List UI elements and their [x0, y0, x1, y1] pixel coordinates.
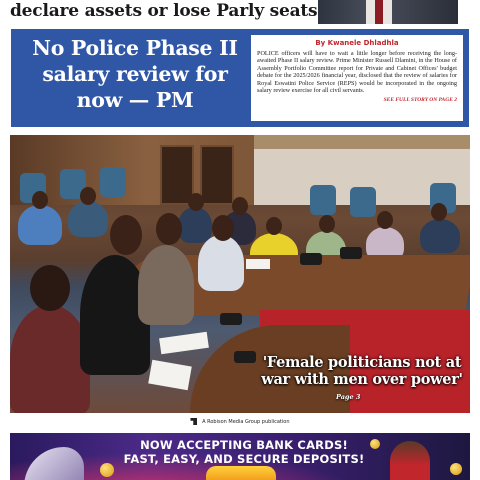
- photo-head: [232, 197, 248, 215]
- byline: By Kwanele Dhladhla: [315, 39, 399, 47]
- horse-graphic: [24, 447, 84, 480]
- photo-person: [18, 205, 62, 245]
- microphone-shape: [220, 313, 242, 325]
- publisher-text: A Robison Media Group publication: [202, 419, 290, 425]
- ad-headline-line1: NOW ACCEPTING BANK CARDS!: [140, 438, 348, 452]
- photo-chair: [310, 185, 336, 215]
- microphone-shape: [234, 351, 256, 363]
- lead-story-box: [251, 35, 463, 121]
- photo-head: [212, 215, 234, 241]
- see-full-story-link[interactable]: SEE FULL STORY ON PAGE 2: [383, 97, 457, 104]
- photo-head: [266, 217, 282, 235]
- photo-head: [319, 215, 335, 233]
- player-graphic: [390, 441, 430, 480]
- tie-shape: [375, 0, 383, 24]
- top-headline-strip: [0, 0, 480, 26]
- advertisement-banner[interactable]: [10, 433, 470, 480]
- photo-caption[interactable]: 'Female politicians not at war with men over power': [261, 354, 463, 388]
- lead-story-body: POLICE officers will have to wait a little longer before receiving the long-awaited Phase II salary review. Prime Minister Russell Dlamini, in the House of Assembly Portfolio Committee report for Private and Cabinet Offices' budget debate for the 2025/2026 financial year, disclosed that the review of salaries for Royal Eswatini Police Service (REPS) would be incorporated in the ongoing salary review exercise for all civil servants.: [257, 50, 457, 95]
- photo-head: [188, 193, 204, 211]
- photo-person: [420, 219, 460, 253]
- photo-panel-trim: [254, 135, 470, 149]
- photo-caption-page-ref: Page 3: [336, 393, 361, 401]
- photo-head: [431, 203, 447, 221]
- publisher-line: [0, 418, 480, 425]
- photo-person: [178, 207, 212, 243]
- photo-head: [377, 211, 393, 229]
- photo-head: [80, 187, 96, 205]
- microphone-shape: [300, 253, 322, 265]
- photo-head: [156, 213, 182, 245]
- photo-person-foreground: [138, 245, 194, 325]
- brand-logo-graphic: [206, 466, 276, 480]
- photo-chair: [100, 167, 126, 197]
- photo-head: [30, 265, 70, 311]
- photo-paper: [148, 360, 192, 391]
- ad-headline-line2: FAST, EASY, AND SECURE DEPOSITS!: [123, 452, 365, 466]
- photo-head: [110, 215, 142, 255]
- microphone-shape: [340, 247, 362, 259]
- photo-head: [32, 191, 48, 209]
- lead-story-banner[interactable]: [11, 29, 469, 127]
- photo-chair: [350, 187, 376, 217]
- photo-door: [200, 145, 234, 205]
- coin-graphic: [100, 463, 114, 477]
- photo-paper: [159, 332, 209, 355]
- photo-person: [68, 201, 108, 237]
- top-headline[interactable]: [10, 1, 352, 21]
- photo-person-foreground: [10, 305, 90, 413]
- top-headline-text: declare assets or lose Parly seats: [10, 1, 318, 21]
- photo-person-foreground: [198, 235, 244, 291]
- lead-headline: No Police Phase II salary review for now — PM: [32, 36, 238, 112]
- main-photo: [10, 135, 470, 413]
- publisher-logo-icon: [190, 418, 197, 425]
- top-headline-photo: [318, 0, 458, 24]
- coin-graphic: [450, 463, 462, 475]
- photo-paper: [246, 259, 270, 269]
